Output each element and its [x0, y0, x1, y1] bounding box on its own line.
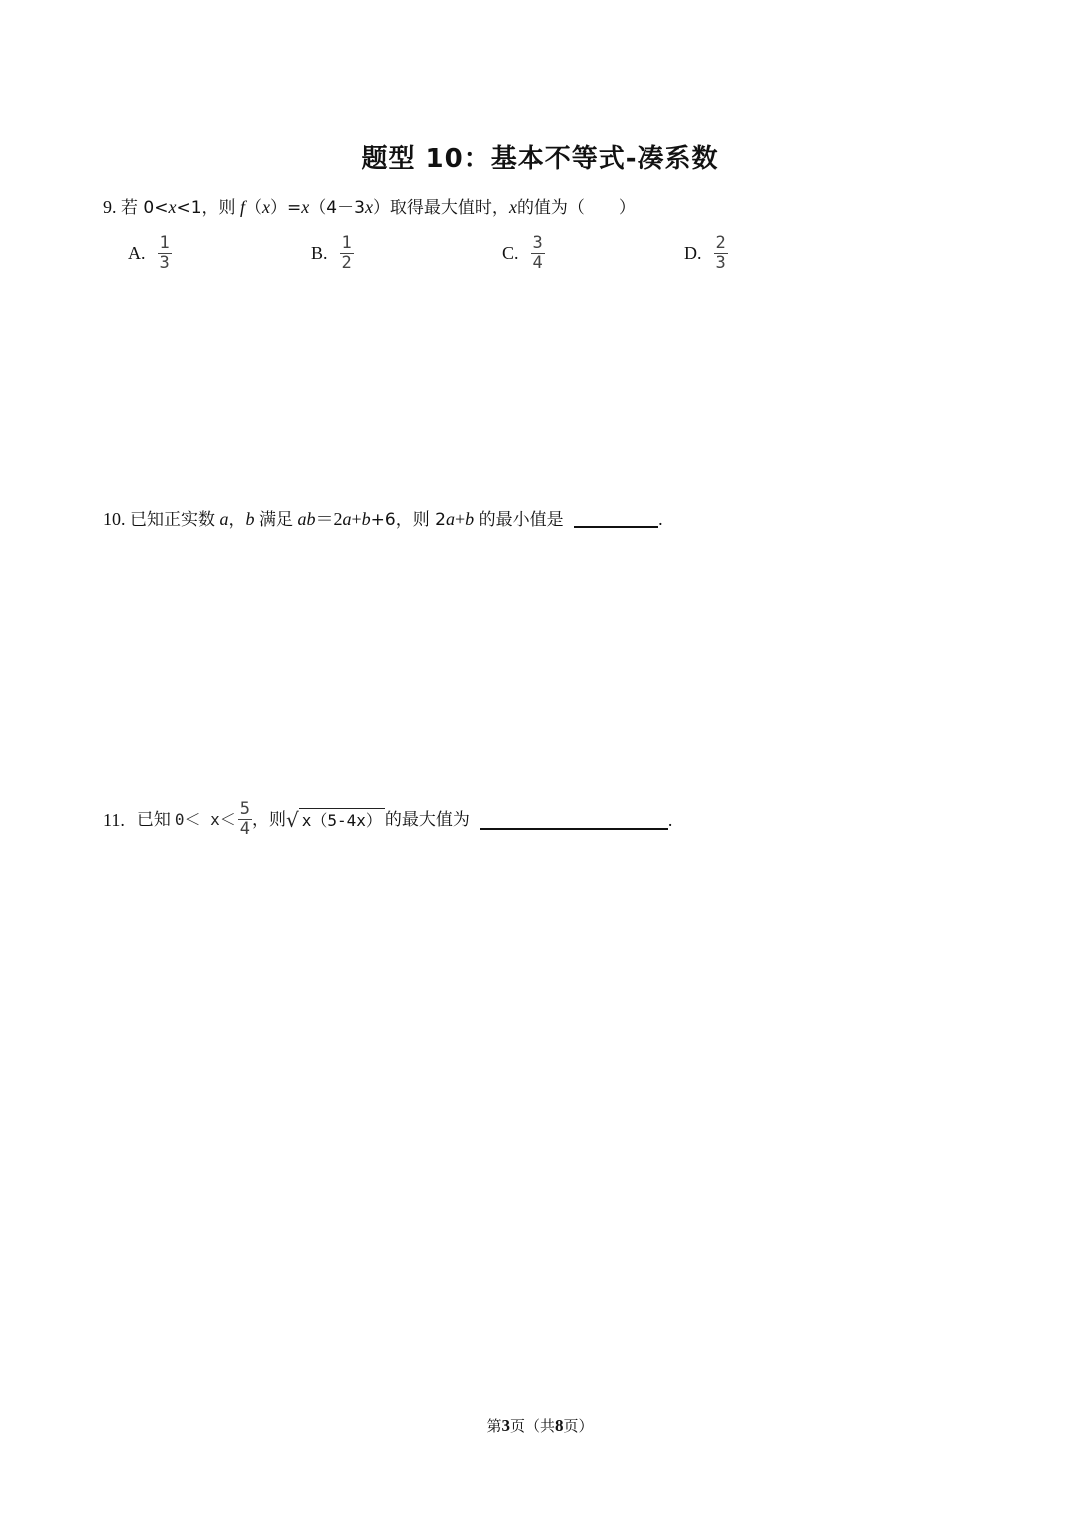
fraction: $\frac{3}{4}$	[532, 233, 543, 273]
answer-blank	[574, 508, 658, 528]
fraction: $\frac{1}{3}$	[159, 233, 170, 273]
radical-sign-icon: √	[286, 807, 299, 832]
option-label: C.	[502, 243, 519, 263]
option-a	[128, 234, 172, 273]
question-number: 11.	[103, 809, 125, 830]
option-label: B.	[311, 243, 328, 263]
option-d	[684, 234, 728, 273]
question-10: 10. 已知正实数 a，b 满足 ab＝2a+b+6，则 2a+b 的最小值是 .	[103, 509, 663, 530]
fraction: $\frac{5}{4}$	[239, 799, 250, 839]
question-9: 9. 若 0<x<1，则 f（x）=x（4－3x）取得最大值时，x的值为（ ）	[103, 197, 636, 218]
sqrt-expression: √ x（5-4x）	[286, 808, 385, 832]
option-label: A.	[128, 243, 146, 263]
fraction: $\frac{2}{3}$	[715, 233, 726, 273]
question-number: 9.	[103, 197, 117, 217]
answer-blank	[480, 810, 668, 830]
question-number: 10.	[103, 509, 126, 529]
page-title: 题型 10：基本不等式-凑系数	[361, 144, 719, 174]
page-number: 3	[501, 1416, 510, 1435]
fraction: $\frac{1}{2}$	[341, 233, 352, 273]
option-label: D.	[684, 243, 702, 263]
inequality: 0＜ x＜	[174, 809, 236, 829]
page-footer: 第3页（共8页）	[486, 1416, 594, 1435]
total-pages: 8	[555, 1416, 564, 1435]
option-b	[311, 234, 354, 273]
option-c	[502, 234, 545, 273]
question-11: 11. 已知 0＜ x＜ $\frac{5}{4}$ ，则 √ x（5-4x） 的最大值为 .	[103, 799, 673, 839]
